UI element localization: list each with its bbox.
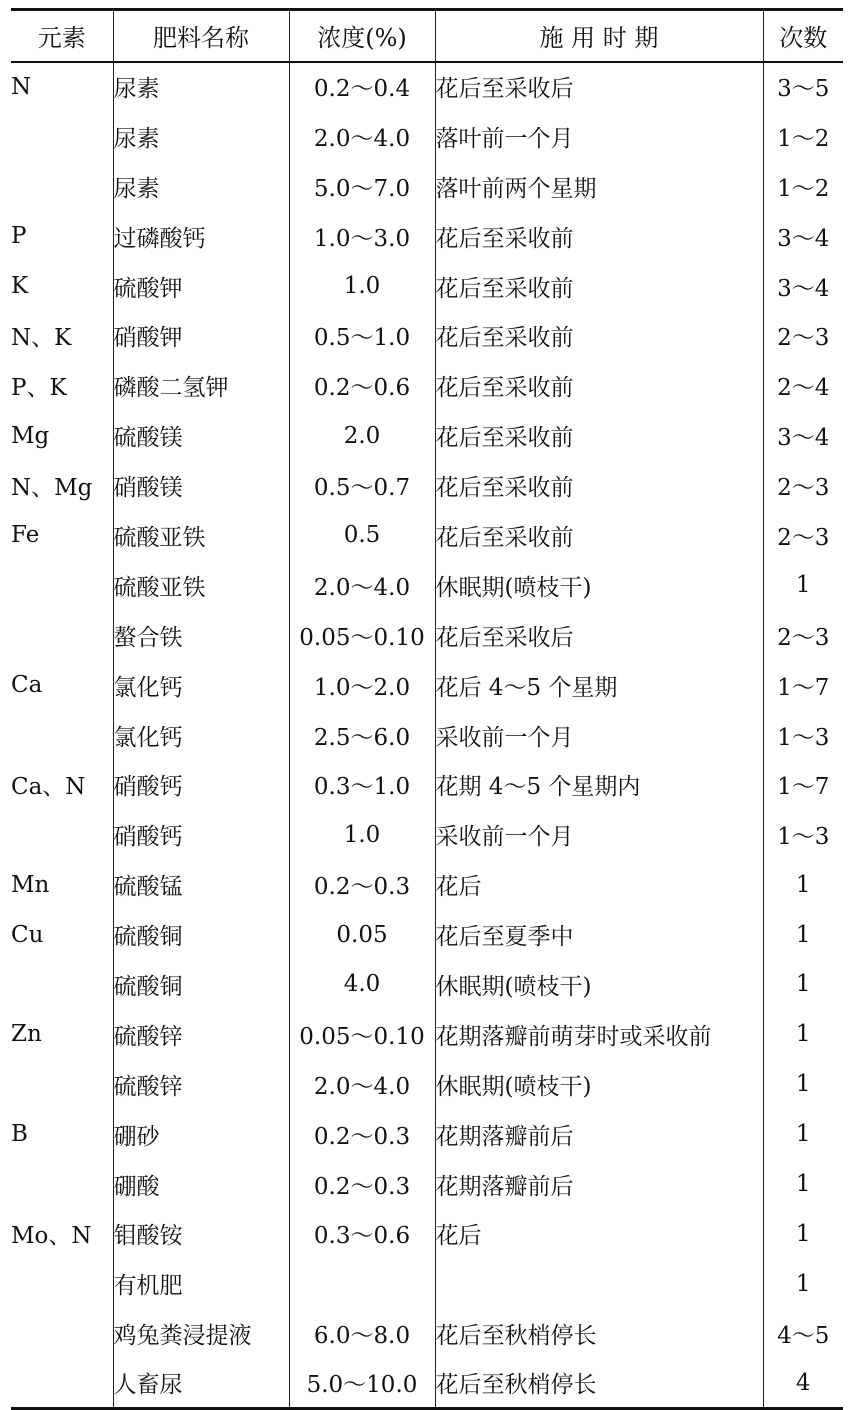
concentration-cell: 0.5 <box>289 511 435 561</box>
period-cell: 花后 <box>435 1209 763 1259</box>
fertilizer-cell: 硫酸锌 <box>113 1059 289 1109</box>
table-row <box>11 361 843 411</box>
concentration-cell: 6.0～8.0 <box>289 1309 435 1359</box>
table-row <box>11 910 843 960</box>
fertilizer-cell: 人畜尿 <box>113 1359 289 1409</box>
period-cell: 花后至夏季中 <box>435 910 763 960</box>
concentration-cell: 2.0 <box>289 411 435 461</box>
count-cell: 1 <box>763 960 843 1010</box>
fertilizer-cell: 过磷酸钙 <box>113 211 289 261</box>
period-cell: 采收前一个月 <box>435 810 763 860</box>
period-cell: 花后至秋梢停长 <box>435 1359 763 1409</box>
element-cell <box>11 1359 113 1409</box>
table-row <box>11 211 843 261</box>
fertilizer-cell: 氯化钙 <box>113 660 289 710</box>
concentration-cell: 5.0～7.0 <box>289 161 435 211</box>
period-cell: 花后至采收前 <box>435 511 763 561</box>
concentration-cell: 0.2～0.3 <box>289 1159 435 1209</box>
table-row <box>11 311 843 361</box>
concentration-cell: 0.05～0.10 <box>289 1009 435 1059</box>
header-count: 次数 <box>763 10 843 62</box>
element-cell: Zn <box>11 1021 42 1048</box>
count-cell: 2～4 <box>763 361 843 411</box>
fertilizer-cell: 尿素 <box>113 161 289 211</box>
period-cell: 花期 4～5 个星期内 <box>435 760 763 810</box>
table-row <box>11 860 843 910</box>
count-cell: 1 <box>763 1109 843 1159</box>
concentration-cell: 0.5～1.0 <box>289 311 435 361</box>
period-cell: 落叶前一个月 <box>435 111 763 161</box>
fertilizer-cell: 尿素 <box>113 62 289 112</box>
fertilizer-cell: 硫酸铜 <box>113 910 289 960</box>
count-cell: 4～5 <box>763 1309 843 1359</box>
table-row <box>11 62 843 112</box>
table-row <box>11 1009 843 1059</box>
period-cell: 花后至采收前 <box>435 261 763 311</box>
count-cell: 1～2 <box>763 111 843 161</box>
table-row <box>11 261 843 311</box>
count-cell: 2～3 <box>763 511 843 561</box>
fertilizer-cell: 硫酸铜 <box>113 960 289 1010</box>
count-cell: 1 <box>763 1209 843 1259</box>
element-cell: Mo、N <box>11 1223 92 1250</box>
fertilizer-cell: 鸡兔粪浸提液 <box>113 1309 289 1359</box>
table-row <box>11 1059 843 1109</box>
fertilizer-cell: 硫酸亚铁 <box>113 560 289 610</box>
fertilizer-cell: 硝酸钙 <box>113 810 289 860</box>
table-row <box>11 810 843 860</box>
period-cell: 花后至采收前 <box>435 461 763 511</box>
concentration-cell: 1.0 <box>289 261 435 311</box>
element-cell <box>11 1159 113 1209</box>
element-cell: Ca、N <box>11 774 86 801</box>
count-cell: 2～3 <box>763 311 843 361</box>
count-cell: 1～7 <box>763 760 843 810</box>
table-row <box>11 1109 843 1159</box>
period-cell: 花后至采收后 <box>435 610 763 660</box>
count-cell: 1～7 <box>763 660 843 710</box>
concentration-cell: 0.2～0.3 <box>289 860 435 910</box>
element-cell <box>11 710 113 760</box>
concentration-cell: 1.0～3.0 <box>289 211 435 261</box>
element-cell <box>11 1059 113 1109</box>
table-row <box>11 610 843 660</box>
period-cell: 休眠期(喷枝干) <box>435 1059 763 1109</box>
fertilizer-cell: 螯合铁 <box>113 610 289 660</box>
table-row <box>11 560 843 610</box>
table-row <box>11 1259 843 1309</box>
element-cell <box>11 810 113 860</box>
header-period: 施 用 时 期 <box>435 10 763 62</box>
table-row <box>11 660 843 710</box>
period-cell: 花后至采收前 <box>435 361 763 411</box>
fertilizer-cell: 尿素 <box>113 111 289 161</box>
period-cell: 休眠期(喷枝干) <box>435 560 763 610</box>
element-cell <box>11 610 113 660</box>
concentration-cell <box>289 1259 435 1309</box>
element-cell: N、K <box>11 325 72 352</box>
fertilizer-cell: 硫酸锌 <box>113 1009 289 1059</box>
table-row <box>11 511 843 561</box>
element-cell: B <box>11 1121 28 1148</box>
concentration-cell: 1.0 <box>289 810 435 860</box>
period-cell: 花期落瓣前后 <box>435 1109 763 1159</box>
period-cell: 花后 <box>435 860 763 910</box>
period-cell: 落叶前两个星期 <box>435 161 763 211</box>
count-cell: 1 <box>763 1259 843 1309</box>
fertilizer-cell: 硫酸钾 <box>113 261 289 311</box>
count-cell: 4 <box>763 1359 843 1409</box>
fertilizer-table <box>11 8 843 1410</box>
header-concentration: 浓度(%) <box>289 10 435 62</box>
table-row <box>11 1159 843 1209</box>
concentration-cell: 2.0～4.0 <box>289 560 435 610</box>
element-cell: Ca <box>11 672 43 699</box>
table-row <box>11 710 843 760</box>
element-cell <box>11 1259 113 1309</box>
element-cell: P <box>11 223 27 250</box>
concentration-cell: 0.3～0.6 <box>289 1209 435 1259</box>
element-cell: Mn <box>11 871 50 898</box>
element-cell <box>11 1309 113 1359</box>
count-cell: 1～3 <box>763 810 843 860</box>
table-row <box>11 760 843 810</box>
period-cell: 花后至采收后 <box>435 62 763 112</box>
element-cell: N、Mg <box>11 475 93 502</box>
count-cell: 3～4 <box>763 411 843 461</box>
table-row <box>11 1359 843 1409</box>
count-cell: 1 <box>763 860 843 910</box>
count-cell: 3～4 <box>763 261 843 311</box>
count-cell: 1 <box>763 910 843 960</box>
count-cell: 1 <box>763 560 843 610</box>
period-cell: 花后至采收前 <box>435 411 763 461</box>
period-cell: 花期落瓣前萌芽时或采收前 <box>435 1009 763 1059</box>
concentration-cell: 0.2～0.6 <box>289 361 435 411</box>
element-cell: Cu <box>11 921 44 948</box>
concentration-cell: 0.3～1.0 <box>289 760 435 810</box>
count-cell: 3～5 <box>763 62 843 112</box>
count-cell: 1～3 <box>763 710 843 760</box>
table-row <box>11 1209 843 1259</box>
table-header-row <box>11 10 843 62</box>
period-cell: 采收前一个月 <box>435 710 763 760</box>
period-cell: 花后至采收前 <box>435 311 763 361</box>
period-cell: 花期落瓣前后 <box>435 1159 763 1209</box>
concentration-cell: 0.2～0.4 <box>289 62 435 112</box>
element-cell <box>11 161 113 211</box>
table-body <box>11 62 843 1409</box>
concentration-cell: 1.0～2.0 <box>289 660 435 710</box>
element-cell: K <box>11 273 29 299</box>
table-row <box>11 111 843 161</box>
fertilizer-cell: 磷酸二氢钾 <box>113 361 289 411</box>
fertilizer-cell: 硫酸镁 <box>113 411 289 461</box>
fertilizer-cell: 硝酸钾 <box>113 311 289 361</box>
fertilizer-cell: 有机肥 <box>113 1259 289 1309</box>
period-cell: 花后至秋梢停长 <box>435 1309 763 1359</box>
header-element: 元素 <box>11 10 113 62</box>
element-cell <box>11 960 113 1010</box>
concentration-cell: 5.0～10.0 <box>289 1359 435 1409</box>
table-row <box>11 461 843 511</box>
count-cell: 2～3 <box>763 610 843 660</box>
period-cell: 花后至采收前 <box>435 211 763 261</box>
fertilizer-cell: 钼酸铵 <box>113 1209 289 1259</box>
concentration-cell: 2.0～4.0 <box>289 1059 435 1109</box>
period-cell: 花后 4～5 个星期 <box>435 660 763 710</box>
element-cell: Mg <box>11 422 50 449</box>
count-cell: 1～2 <box>763 161 843 211</box>
count-cell: 1 <box>763 1009 843 1059</box>
concentration-cell: 0.05～0.10 <box>289 610 435 660</box>
fertilizer-cell: 硝酸镁 <box>113 461 289 511</box>
concentration-cell: 4.0 <box>289 960 435 1010</box>
concentration-cell: 0.5～0.7 <box>289 461 435 511</box>
concentration-cell: 2.5～6.0 <box>289 710 435 760</box>
element-cell: N <box>11 73 32 100</box>
count-cell: 3～4 <box>763 211 843 261</box>
period-cell <box>435 1259 763 1309</box>
concentration-cell: 0.2～0.3 <box>289 1109 435 1159</box>
element-cell <box>11 560 113 610</box>
concentration-cell: 2.0～4.0 <box>289 111 435 161</box>
element-cell: Fe <box>11 522 40 549</box>
table-row <box>11 411 843 461</box>
fertilizer-cell: 硝酸钙 <box>113 760 289 810</box>
table-row <box>11 161 843 211</box>
fertilizer-cell: 硼砂 <box>113 1109 289 1159</box>
fertilizer-cell: 氯化钙 <box>113 710 289 760</box>
count-cell: 2～3 <box>763 461 843 511</box>
period-cell: 休眠期(喷枝干) <box>435 960 763 1010</box>
concentration-cell: 0.05 <box>289 910 435 960</box>
count-cell: 1 <box>763 1059 843 1109</box>
header-fertilizer: 肥料名称 <box>113 10 289 62</box>
fertilizer-cell: 硫酸亚铁 <box>113 511 289 561</box>
count-cell: 1 <box>763 1159 843 1209</box>
fertilizer-cell: 硫酸锰 <box>113 860 289 910</box>
fertilizer-cell: 硼酸 <box>113 1159 289 1209</box>
table-row <box>11 1309 843 1359</box>
element-cell <box>11 111 113 161</box>
element-cell: P、K <box>11 375 67 402</box>
table-row <box>11 960 843 1010</box>
